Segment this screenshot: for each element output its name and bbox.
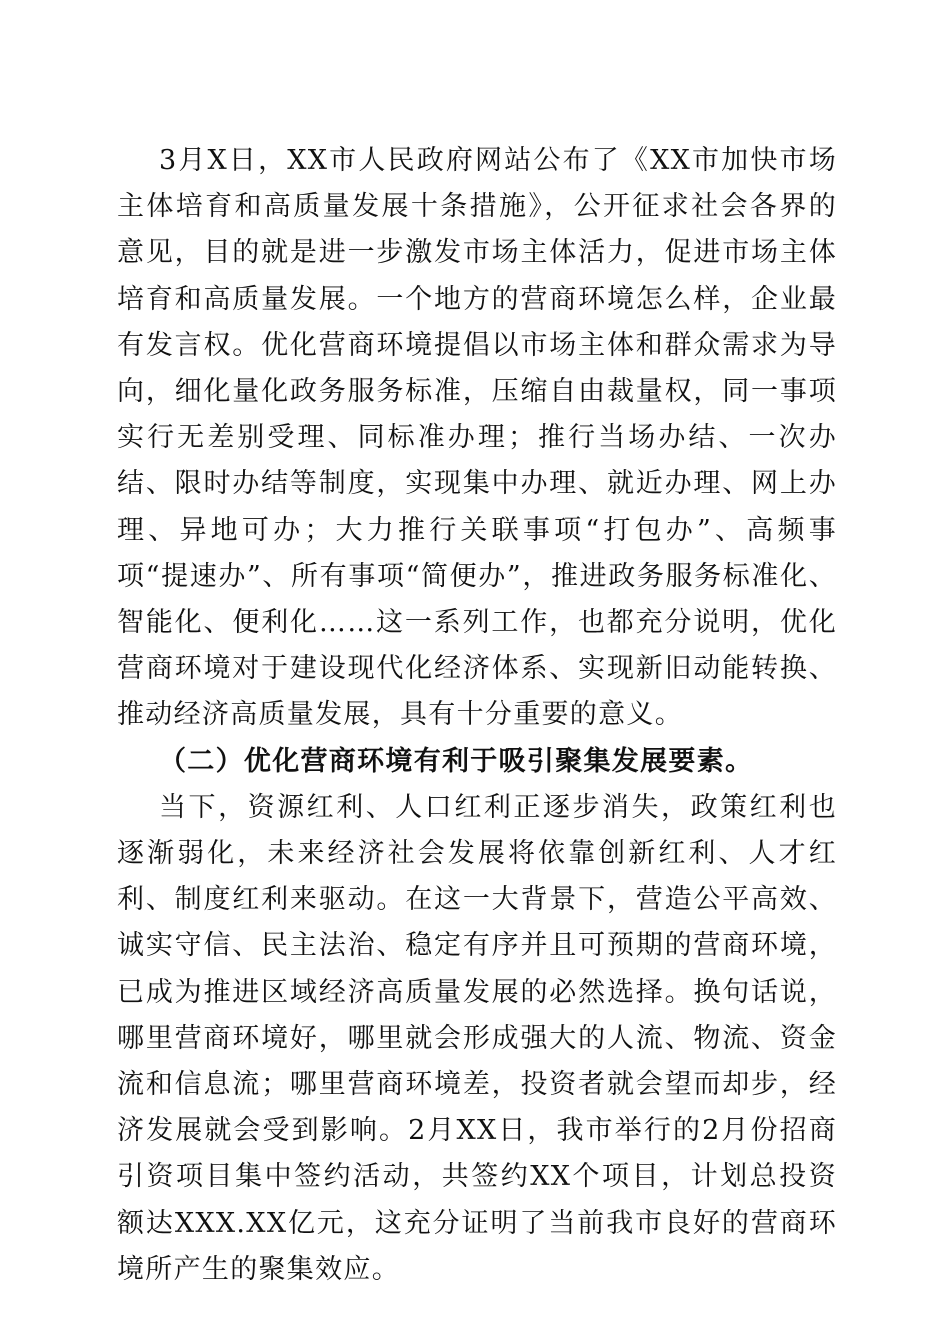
paragraph-business-environment-measures: 3月X日，XX市人民政府网站公布了《XX市加快市场主体培育和高质量发展十条措施》，公开征求社会各界的意见，目的就是进一步激发市场主体活力，促进市场主体培育和高质量发展。一个地方的营商环境怎么样，企业最有发言权。优化营商环境提倡以市场主体和群众需求为导向，细化量化政务服务标准，压缩自由裁量权，同一事项实行无差别受理、同标准办理；推行当场办结、一次办结、限时办结等制度，实现集中办理、就近办理、网上办理、异地可办；大力推行关联事项“打包办”、高频事项“提速办”、所有事项“简便办”，推进政务服务标准化、智能化、便利化……这一系列工作，也都充分说明，优化营商环境对于建设现代化经济体系、实现新旧动能转换、推动经济高质量发展，具有十分重要的意义。 [117,145,837,731]
paragraph-development-factors: 当下，资源红利、人口红利正逐步消失，政策红利也逐渐弱化，未来经济社会发展将依靠创新红利、人才红利、制度红利来驱动。在这一大背景下，营造公平高效、诚实守信、民主法治、稳定有序并且可预期的营商环境，已成为推进区域经济高质量发展的必然选择。换句话说，哪里营商环境好，哪里就会形成强大的人流、物流、资金流和信息流；哪里营商环境差，投资者就会望而却步，经济发展就会受到影响。2月XX日，我市举行的2月份招商引资项目集中签约活动，共签约XX个项目，计划总投资额达XXX.XX亿元，这充分证明了当前我市良好的营商环境所产生的聚集效应。 [117,791,837,1285]
document-body [117,138,837,1293]
section-heading: （二）优化营商环境有利于吸引聚集发展要素。 [159,745,754,777]
